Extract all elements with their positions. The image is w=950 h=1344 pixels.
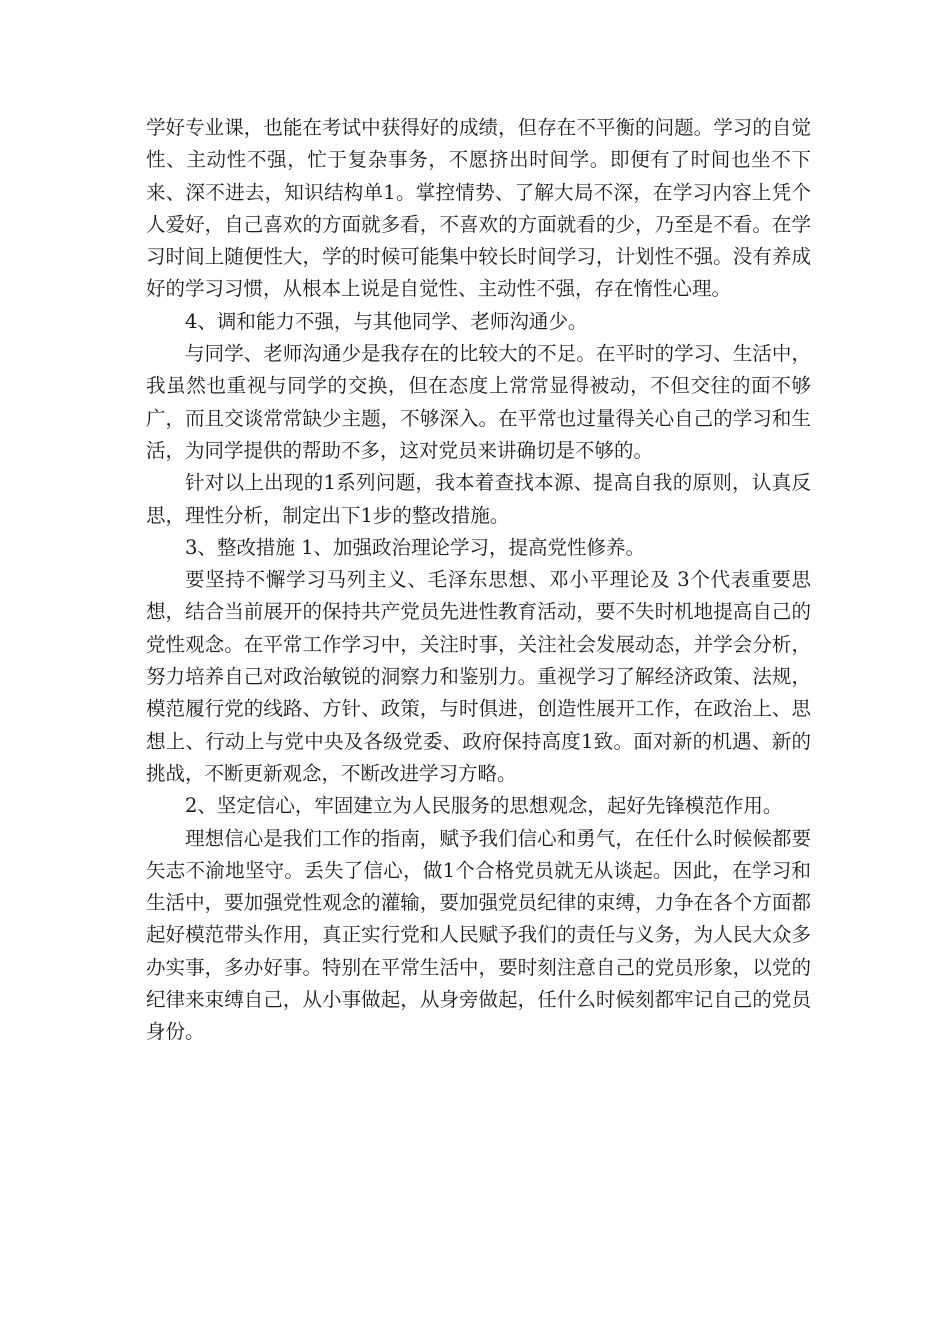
paragraph-ideals-belief: 理想信心是我们工作的指南，赋予我们信心和勇气，在任什么时候候都要矢志不渝地坚守。丢失了信心，做1个合格党员就无从谈起。因此，在学习和生活中，要加强党性观念的灌输，要加强党员纪律的束缚，力争在各个方面都起好模范带头作用，真正实行党和人民赋予我们的责任与义务，为人民大众多办实事，多办好事。特别在平常生活中，要时刻注意自己的党员形象，以党的纪律来束缚自己，从小事做起，从身旁做起，任什么时候刻都牢记自己的党员身份。 [146, 826, 811, 1044]
paragraph-communication: 与同学、老师沟通少是我存在的比较大的不足。在平时的学习、生活中，我虽然也重视与同学的交换，但在态度上常常显得被动，不但交往的面不够广，而且交谈常常缺少主题，不够深入。在平常也过量得关心自己的学习和生活，为同学提供的帮助不多，这对党员来讲确切是不够的。 [146, 342, 811, 462]
paragraph-study-problems: 学好专业课，也能在考试中获得好的成绩，但存在不平衡的问题。学习的自觉性、主动性不强，忙于复杂事务，不愿挤出时间学。即便有了时间也坐不下来、深不进去，知识结构单1。掌控情势、了解大局不深，在学习内容上凭个人爱好，自己喜欢的方面就多看，不喜欢的方面就看的少，乃至是不看。在学习时间上随便性大，学的时候可能集中较长时间学习，计划性不强。没有养成好的学习习惯，从根本上说是自觉性、主动性不强，存在惰性心理。 [146, 116, 811, 301]
heading-firm-belief: 2、坚定信心，牢固建立为人民服务的思想观念，起好先锋模范作用。 [185, 794, 783, 818]
paragraph-reflection: 针对以上出现的1系列问题，我本着查找本源、提高自我的原则，认真反思，理性分析，制定出下1步的整改措施。 [146, 471, 811, 527]
heading-rectification-measures: 3、整改措施 1、加强政治理论学习，提高党性修养。 [185, 535, 646, 559]
document-page [146, 112, 811, 1049]
heading-communication: 4、调和能力不强，与其他同学、老师沟通少。 [185, 309, 588, 333]
paragraph-political-theory: 要坚持不懈学习马列主义、毛泽东思想、邓小平理论及 3个代表重要思想，结合当前展开的保持共产党员先进性教育活动，要不失时机地提高自己的党性观念。在平常工作学习中，关注时事，关注社会发展动态，并学会分析，努力培养自己对政治敏锐的洞察力和鉴别力。重视学习了解经济政策、法规，模范履行党的线路、方针、政策，与时俱进，创造性展开工作，在政治上、思想上、行动上与党中央及各级党委、政府保持高度1致。面对新的机遇、新的挑战，不断更新观念，不断改进学习方略。 [146, 568, 811, 785]
